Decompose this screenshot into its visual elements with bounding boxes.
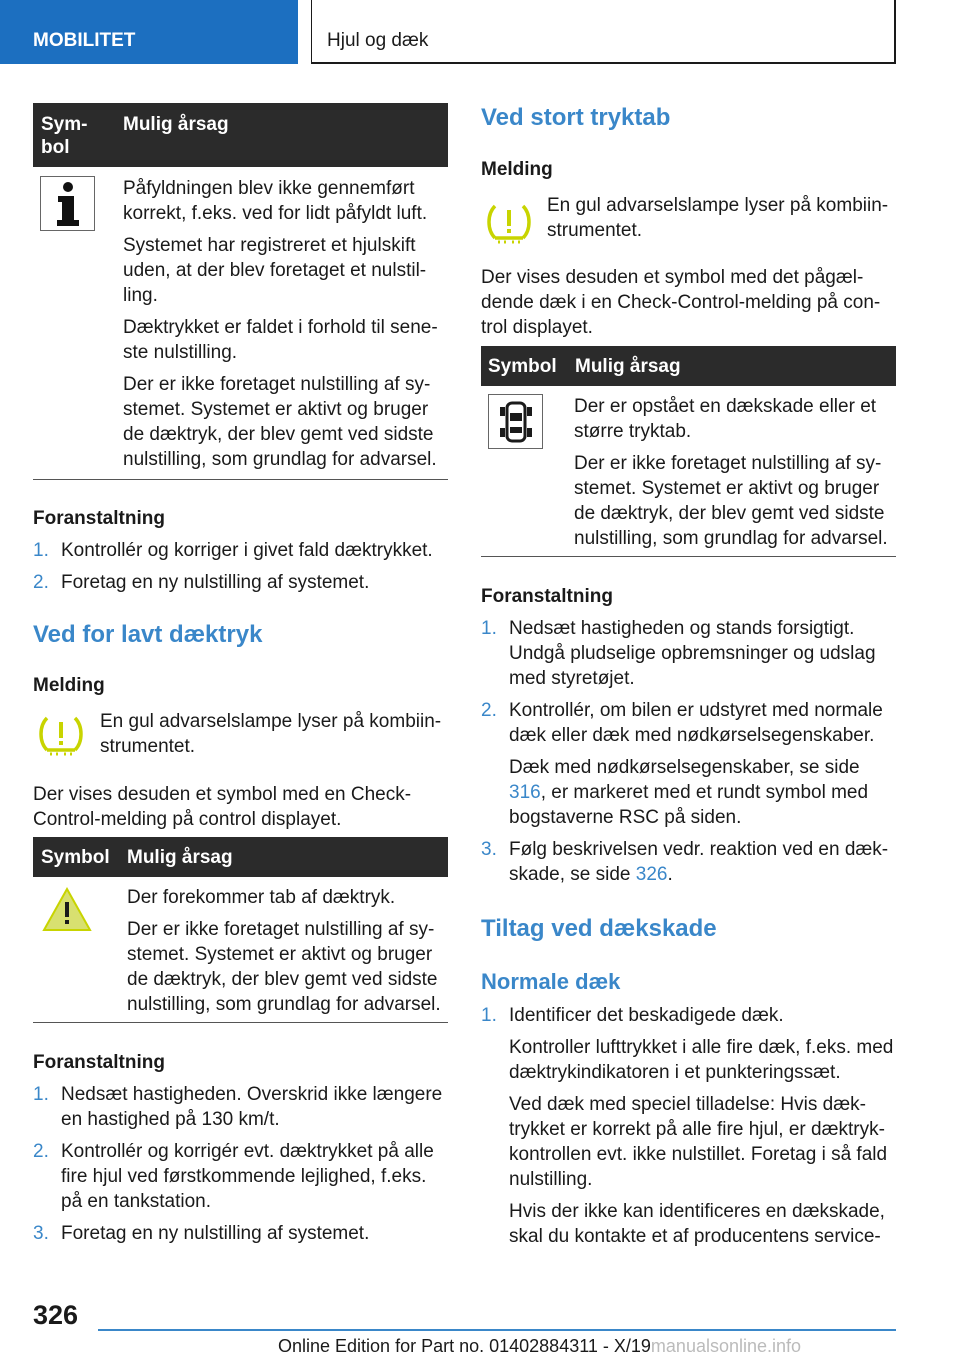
- list-item: [33, 1082, 448, 1132]
- list-text: Kontrollér og korrigér evt. dæktrykket på alle fire hjul ved førstkommende lejlighed, f.eks. på en tankstation.: [61, 1141, 434, 1212]
- table2-para: Der forekommer tab af dæktryk.: [127, 887, 396, 908]
- car-tire-damage-icon: [488, 394, 543, 449]
- table1-cause-cell: [123, 176, 448, 479]
- page-link-326[interactable]: 326: [635, 864, 668, 885]
- list-item: [33, 570, 448, 595]
- edition-text: Online Edition for Part no. 01402884311 - X/19: [278, 1336, 651, 1356]
- section-tab: MOBILITET: [0, 0, 298, 64]
- table2-col-symbol: Symbol: [41, 847, 110, 868]
- list-num: 1.: [33, 540, 49, 561]
- info-icon: [40, 176, 95, 231]
- list-text: Nedsæt hastigheden og stands forsigtigt. Undgå pludselige opbremsninger og udslag med styretøjet.: [509, 618, 876, 689]
- text: .: [667, 864, 673, 885]
- table2-cause-cell: [127, 885, 448, 1024]
- damage-para: Kontroller lufttrykket i alle fire dæk, f.eks. med dæktrykindikatoren i et punkteringssæt.: [509, 1037, 894, 1083]
- page-link-316[interactable]: 316: [509, 782, 541, 803]
- damage-paras: [509, 1035, 896, 1256]
- list-item: [33, 538, 448, 563]
- table1-para: Der er ikke foretaget nulstilling af sy-stemet. Systemet er aktivt og bruger de dæktryk, der blev gemt ved sidste nulstilling, som grundlag for advarsel.: [123, 374, 437, 470]
- list-text: Identificer det beskadigede dæk.: [509, 1005, 784, 1026]
- list-item: [33, 1139, 448, 1214]
- text: Dæk med nødkørselsegenskaber, se side: [509, 757, 860, 778]
- divider: [33, 1022, 448, 1023]
- list-num: 1.: [481, 618, 497, 639]
- measure3-title: Foranstaltning: [481, 586, 613, 607]
- warning-triangle-icon: [41, 886, 93, 941]
- list-text: Foretag en ny nulstilling af systemet.: [61, 572, 370, 593]
- damage-para: Hvis der ikke kan identificeres en dækskade, skal du kontakte et af producentens service-: [509, 1201, 885, 1247]
- big-loss-heading: Ved stort tryktab: [481, 104, 671, 131]
- table3-cause-cell: [574, 394, 896, 558]
- chapter-title: Hjul og dæk: [311, 0, 896, 64]
- list-num: 2.: [33, 1141, 49, 1162]
- divider: [33, 479, 448, 480]
- table3-para: Der er opstået en dækskade eller et større tryktab.: [574, 396, 877, 442]
- list-num: 2.: [33, 572, 49, 593]
- list-text: Kontrollér og korriger i givet fald dæktrykket.: [61, 540, 433, 561]
- table1-para: Påfyldningen blev ikke gennemført korrekt, f.eks. ved for lidt påfyldt luft.: [123, 178, 428, 224]
- big-msg-title: Melding: [481, 159, 553, 180]
- damage-list: [481, 1003, 896, 1028]
- table2-header: [33, 837, 448, 877]
- low-desc: Der vises desuden et symbol med en Check-Control-melding på control displayet.: [33, 784, 412, 830]
- list-item: [481, 837, 896, 887]
- table2-para: Der er ikke foretaget nulstilling af sy-stemet. Systemet er aktivt og bruger de dæktryk, der blev gemt ved sidste nulstilling, som grundlag for advarsel.: [127, 919, 441, 1015]
- tire-warning-lamp-icon: [35, 714, 87, 765]
- low-msg-title: Melding: [33, 675, 105, 696]
- measure3-list: [481, 616, 896, 887]
- normal-tires-heading: Normale dæk: [481, 969, 621, 994]
- list-num: 1.: [481, 1005, 497, 1026]
- watermark: manualsonline.info: [650, 1336, 802, 1356]
- table3-col-cause: Mulig årsag: [575, 356, 681, 377]
- list-item: [481, 1003, 896, 1028]
- page-number: 326: [33, 1300, 79, 1330]
- list-text: Kontrollér, om bilen er udstyret med normale dæk eller dæk med nødkørselsegenskaber.: [509, 700, 883, 746]
- list-subpara: [509, 755, 896, 830]
- big-msg-text: En gul advarselslampe lyser på kombiin-strumentet.: [547, 195, 889, 241]
- tire-warning-lamp-icon: [483, 202, 535, 253]
- measure1-title: Foranstaltning: [33, 508, 165, 529]
- list-item: [481, 616, 896, 691]
- list-text: Foretag en ny nulstilling af systemet.: [61, 1223, 370, 1244]
- list-num: 2.: [481, 700, 497, 721]
- table1-para: Systemet har registreret et hjulskift uden, at der blev foretaget et nulstil-ling.: [123, 235, 427, 306]
- table1-col-symbol: Sym- bol: [41, 114, 88, 158]
- table3-header: [481, 346, 896, 386]
- text: Følg beskrivelsen vedr. reaktion ved en dæk-skade, se side: [509, 839, 889, 885]
- table3-para: Der er ikke foretaget nulstilling af sy-stemet. Systemet er aktivt og bruger de dæktryk, der blev gemt ved sidste nulstilling, som grundlag for advarsel.: [574, 453, 888, 549]
- list-num: 1.: [33, 1084, 49, 1105]
- list-num: 3.: [481, 839, 497, 860]
- table1-header: [33, 103, 448, 167]
- table1-col-cause: Mulig årsag: [123, 114, 229, 135]
- measure2-list: [33, 1082, 448, 1246]
- low-msg-text: En gul advarselslampe lyser på kombiin-strumentet.: [100, 711, 442, 757]
- footer-edition: [278, 1334, 801, 1358]
- text: , er markeret med et rundt symbol med bogstaverne RSC på siden.: [509, 782, 869, 828]
- damage-para: Ved dæk med speciel tilladelse: Hvis dæk-trykket er korrekt på alle fire hjul, er dæktryk-kontrollen evt. ikke nulstillet. Foretag i så fald nulstilling.: [509, 1094, 888, 1190]
- measure2-title: Foranstaltning: [33, 1052, 165, 1073]
- low-pressure-heading: Ved for lavt dæktryk: [33, 621, 263, 648]
- divider: [481, 556, 896, 557]
- list-item: [33, 1221, 448, 1246]
- list-item: [481, 698, 896, 748]
- big-desc: Der vises desuden et symbol med det pågæl-dende dæk i en Check-Control-melding på con-trol displayet.: [481, 267, 881, 338]
- damage-heading: Tiltag ved dækskade: [481, 915, 717, 942]
- table3-col-symbol: Symbol: [488, 356, 557, 377]
- measure1-list: [33, 538, 448, 595]
- table1-para: Dæktrykket er faldet i forhold til sene-ste nulstilling.: [123, 317, 438, 363]
- table2-col-cause: Mulig årsag: [127, 847, 233, 868]
- footer-rule: [98, 1329, 896, 1331]
- list-text: Nedsæt hastigheden. Overskrid ikke længere en hastighed på 130 km/t.: [61, 1084, 443, 1130]
- list-num: 3.: [33, 1223, 49, 1244]
